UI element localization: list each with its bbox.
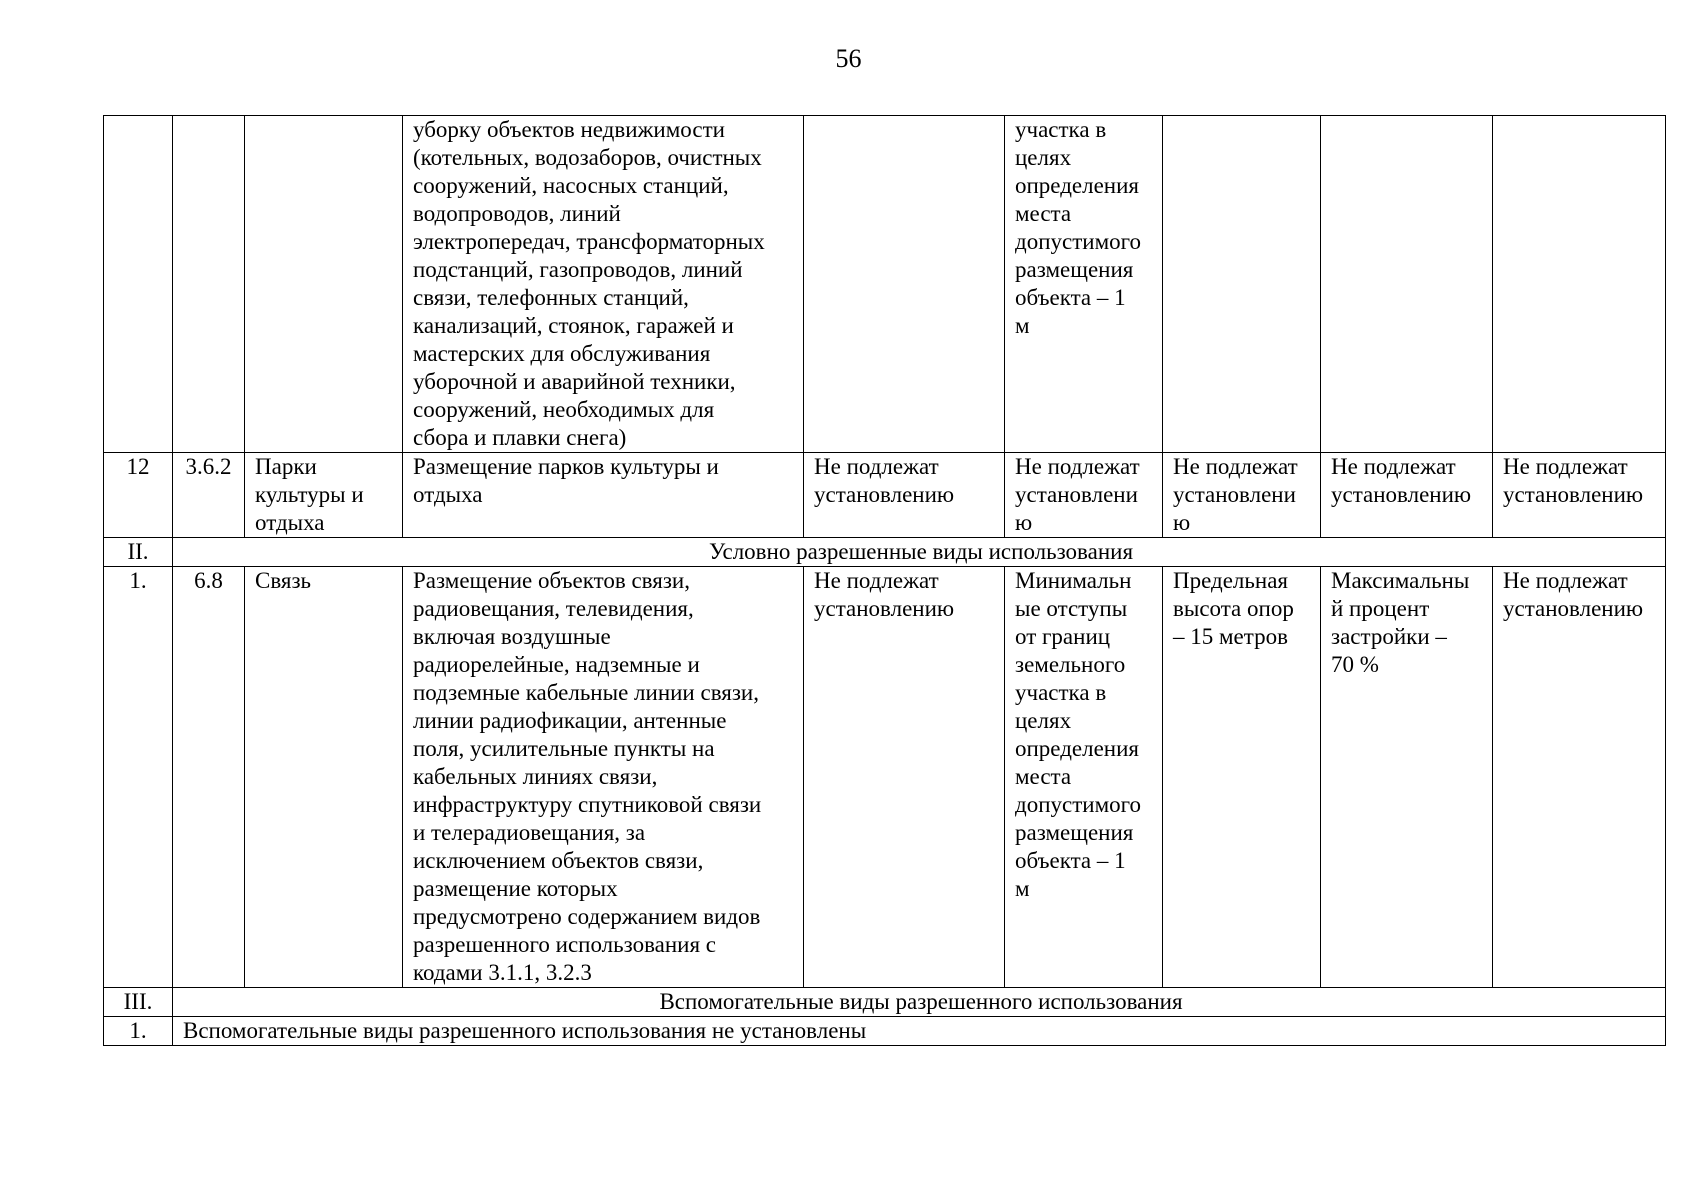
cell-height: Предельная высота опор – 15 метров bbox=[1163, 567, 1321, 988]
cell-name: Связь bbox=[245, 567, 403, 988]
cell-text: Вспомогательные виды разрешенного использования не установлены bbox=[173, 1017, 1666, 1046]
table-row-2-1 bbox=[104, 567, 1666, 988]
cell-coverage: Максимальны й процент застройки – 70 % bbox=[1321, 567, 1493, 988]
cell-number: 12 bbox=[104, 453, 173, 538]
table-row-12 bbox=[104, 453, 1666, 538]
cell-number bbox=[104, 116, 173, 453]
cell-description: Размещение объектов связи, радиовещания, телевидения, включая воздушные радиорелейные, надземные и подземные кабельные линии связи, линии радиофикации, антенные поля, усилительные пункты на кабельных линиях связи, инфраструктуру спутниковой связи и телерадиовещания, за исключением объектов связи, размещение которых предусмотрено содержанием видов разрешенного использования с кодами 3.1.1, 3.2.3 bbox=[403, 567, 804, 988]
section-title: Вспомогательные виды разрешенного использования bbox=[173, 988, 1666, 1017]
cell-height: Не подлежат установлени ю bbox=[1163, 453, 1321, 538]
section-header-3 bbox=[104, 988, 1666, 1017]
cell-coverage: Не подлежат установлению bbox=[1321, 453, 1493, 538]
cell-description: уборку объектов недвижимости (котельных, водозаборов, очистных сооружений, насосных станций, водопроводов, линий электропередач, трансформаторных подстанций, газопроводов, линий связи, телефонных станций, канализаций, стоянок, гаражей и мастерских для обслуживания уборочной и аварийной техники, сооружений, необходимых для сбора и плавки снега) bbox=[403, 116, 804, 453]
cell-description: Размещение парков культуры и отдыха bbox=[403, 453, 804, 538]
cell-setback: Минимальн ые отступы от границ земельного участка в целях определения места допустимого размещения объекта – 1 м bbox=[1005, 567, 1163, 988]
cell-name: Парки культуры и отдыха bbox=[245, 453, 403, 538]
cell-other: Не подлежат установлению bbox=[1493, 567, 1666, 988]
cell-code: 3.6.2 bbox=[173, 453, 245, 538]
cell-area bbox=[804, 116, 1005, 453]
table-row-3-1 bbox=[104, 1017, 1666, 1046]
table-row-continuation bbox=[104, 116, 1666, 453]
cell-height bbox=[1163, 116, 1321, 453]
cell-other bbox=[1493, 116, 1666, 453]
cell-coverage bbox=[1321, 116, 1493, 453]
cell-name bbox=[245, 116, 403, 453]
section-number: III. bbox=[104, 988, 173, 1017]
section-title: Условно разрешенные виды использования bbox=[173, 538, 1666, 567]
page-number: 56 bbox=[835, 44, 862, 73]
cell-number: 1. bbox=[104, 1017, 173, 1046]
cell-area: Не подлежат установлению bbox=[804, 567, 1005, 988]
section-header-2 bbox=[104, 538, 1666, 567]
cell-setback: Не подлежат установлени ю bbox=[1005, 453, 1163, 538]
land-use-table bbox=[103, 115, 1666, 1046]
section-number: II. bbox=[104, 538, 173, 567]
cell-other: Не подлежат установлению bbox=[1493, 453, 1666, 538]
cell-code bbox=[173, 116, 245, 453]
cell-area: Не подлежат установлению bbox=[804, 453, 1005, 538]
cell-setback: участка в целях определения места допустимого размещения объекта – 1 м bbox=[1005, 116, 1163, 453]
cell-code: 6.8 bbox=[173, 567, 245, 988]
cell-number: 1. bbox=[104, 567, 173, 988]
